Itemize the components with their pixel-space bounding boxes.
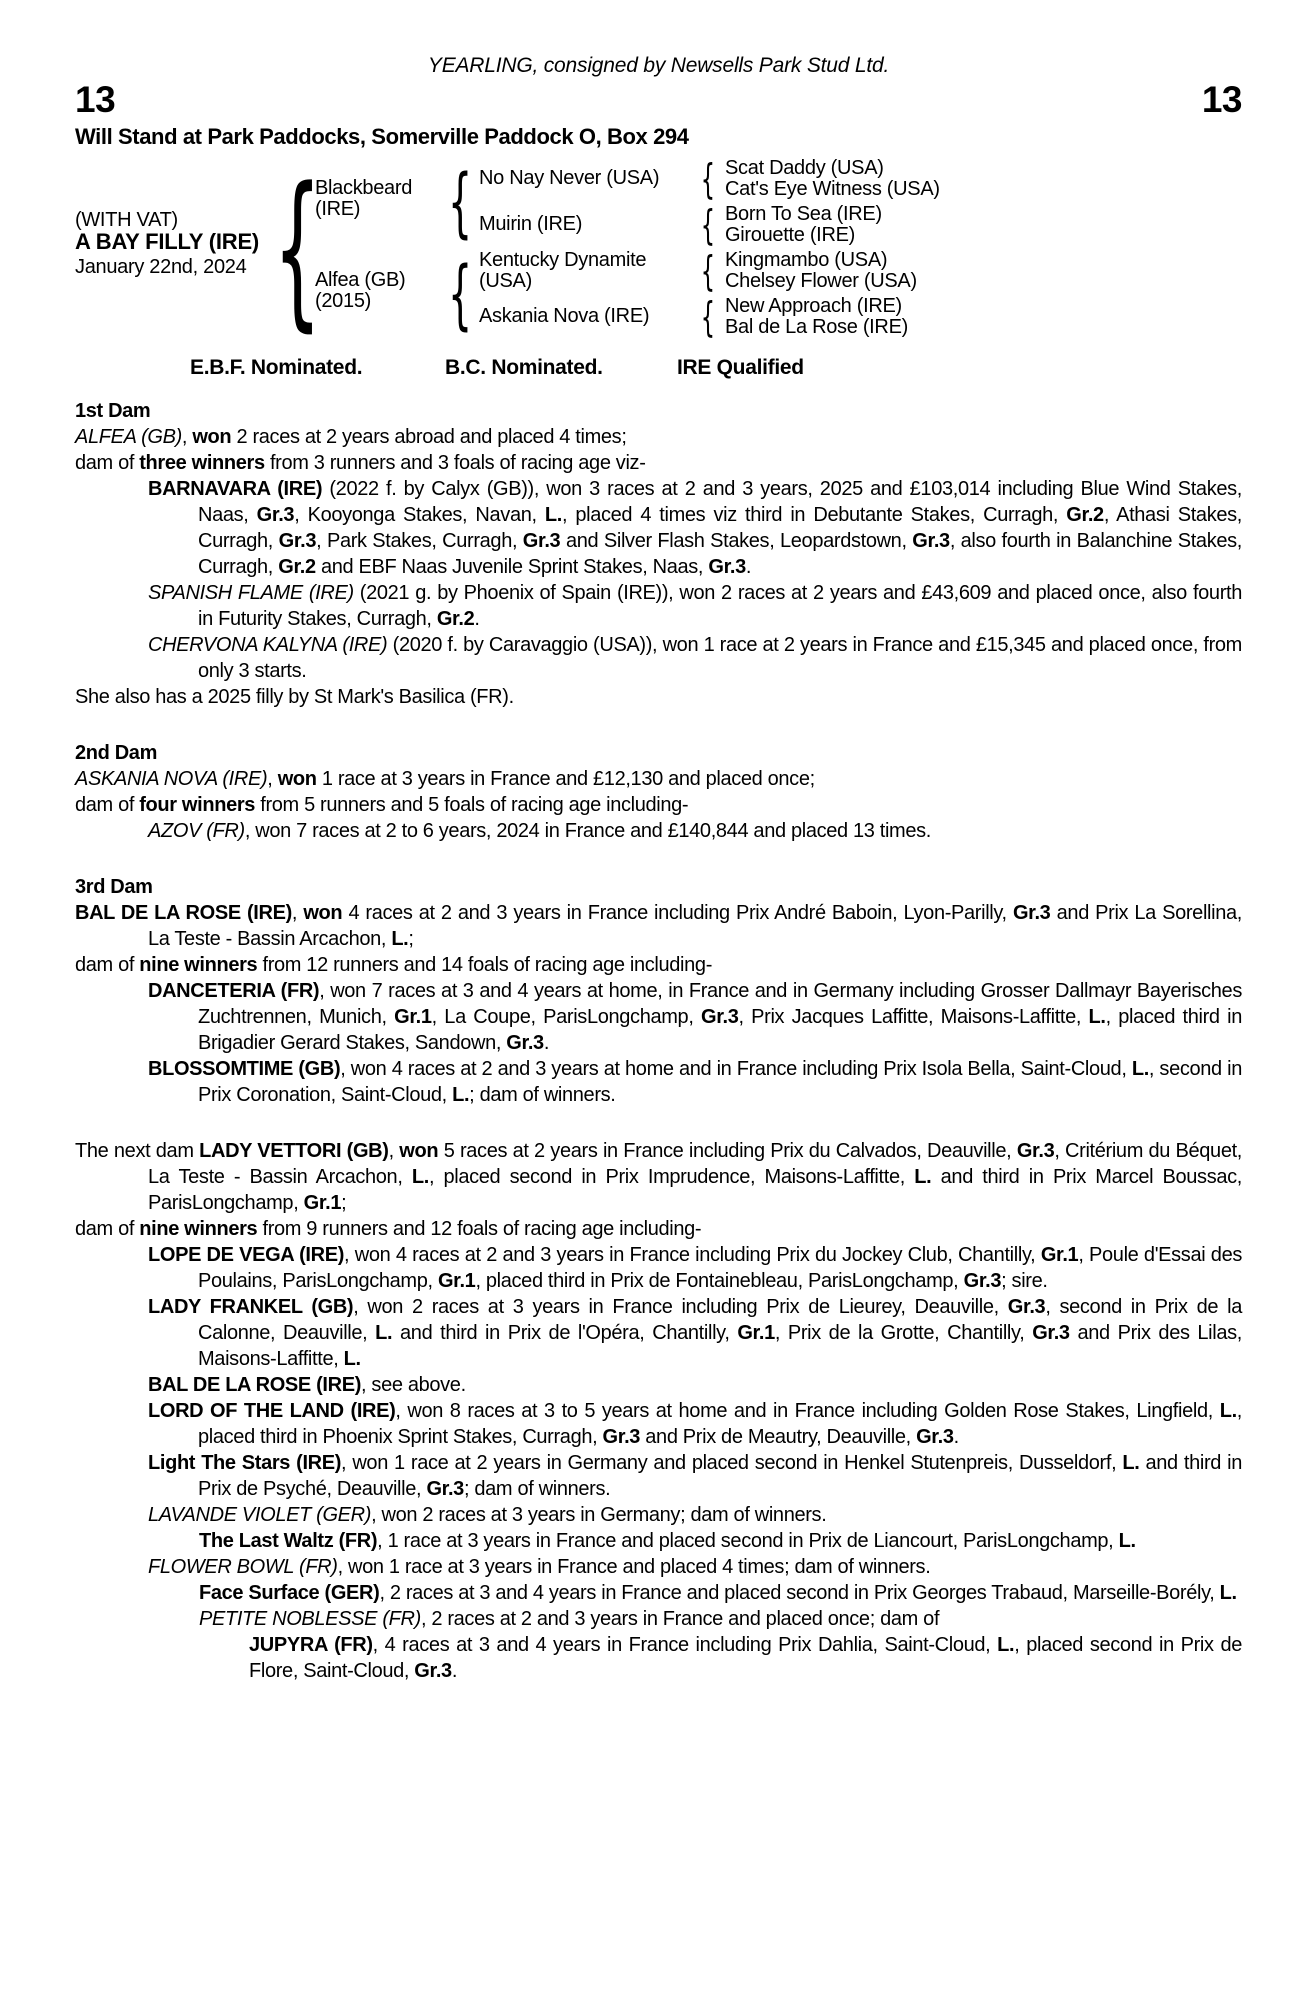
pedigree-paragraph: FLOWER BOWL (FR), won 1 race at 3 years in France and placed 4 times; dam of winners. (148, 1556, 931, 1578)
pedigree-paragraph: She also has a 2025 filly by St Mark's Basilica (FR). (75, 686, 514, 708)
pedigree-paragraph: DANCETERIA (FR), won 7 races at 3 and 4 years at home, in France and in Germany including Grosser Dallmayr Bayerisches Zuchtrennen, Munich, Gr.1, La Coupe, ParisLongchamp, Gr.3, Prix Jacques Laffitte, Maisons-Laffitte, L., placed third in Brigadier Gerard Stakes, Sandown, Gr.3. (148, 980, 1243, 1054)
dam-name: Alfea (GB) (2015) (315, 269, 406, 312)
stand-location-line: Will Stand at Park Paddocks, Somerville Paddock O, Box 294 (75, 124, 689, 149)
dam-dam-name: Askania Nova (IRE) (479, 305, 650, 327)
lot-number-left: 13 (75, 79, 116, 120)
pedigree-paragraph: LORD OF THE LAND (IRE), won 8 races at 3 to 5 years at home and in France including Golden Rose Stakes, Lingfield, L., placed third in Phoenix Sprint Stakes, Curragh, Gr.3 and Prix de Meautry, Deauville, Gr.3. (148, 1400, 1242, 1448)
ancestor-name: Chelsey Flower (USA) (725, 270, 917, 292)
pedigree-brace: { (700, 246, 716, 295)
pedigree-paragraph: The Last Waltz (FR), 1 race at 3 years in France and placed second in Prix de Liancourt, ParisLongchamp, L. (199, 1530, 1136, 1552)
sire-dam-name: Muirin (IRE) (479, 213, 583, 235)
sire-name: Blackbeard (IRE) (315, 177, 413, 220)
pedigree-paragraph: dam of nine winners from 12 runners and 14 foals of racing age including- (75, 954, 713, 976)
page-content (75, 54, 1242, 1684)
dam-section (75, 398, 1242, 710)
pedigree-paragraph: ALFEA (GB), won 2 races at 2 years abroad and placed 4 times; (75, 426, 627, 448)
pedigree-paragraph: CHERVONA KALYNA (IRE) (2020 f. by Caravaggio (USA)), won 1 race at 2 years in France and £15,345 and placed once, from only 3 starts. (148, 634, 1242, 682)
dam-section (75, 740, 1242, 844)
pedigree-paragraph: LADY FRANKEL (GB), won 2 races at 3 years in France including Prix de Lieurey, Deauville, Gr.3, second in Prix de la Calonne, Deauville, L. and third in Prix de l'Opéra, Chantilly, Gr.1, Prix de la Grotte, Chantilly, Gr.3 and Prix des Lilas, Maisons-Laffitte, L. (148, 1296, 1243, 1370)
section-heading: 2nd Dam (75, 742, 158, 764)
pedigree-brace: { (700, 292, 716, 341)
pedigree-paragraph: Light The Stars (IRE), won 1 race at 2 years in Germany and placed second in Henkel Stutenpreis, Dusseldorf, L. and third in Prix de Psyché, Deauville, Gr.3; dam of winners. (148, 1452, 1243, 1500)
pedigree-paragraph: ASKANIA NOVA (IRE), won 1 race at 3 years in France and £12,130 and placed once; (75, 768, 815, 790)
ancestor-name: Bal de La Rose (IRE) (725, 316, 908, 338)
foal-date: January 22nd, 2024 (75, 256, 247, 278)
lot-number-row (75, 78, 1242, 122)
bc-nominated-label: B.C. Nominated. (445, 356, 603, 379)
ancestor-name: Cat's Eye Witness (USA) (725, 178, 940, 200)
pedigree-paragraph: BAL DE LA ROSE (IRE), won 4 races at 2 and 3 years in France including Prix André Baboin, Lyon-Parilly, Gr.3 and Prix La Sorellina, La Teste - Bassin Arcachon, L.; (75, 902, 1242, 950)
pedigree-brace: { (447, 248, 473, 338)
pedigree-paragraph: The next dam LADY VETTORI (GB), won 5 races at 2 years in France including Prix du Calvados, Deauville, Gr.3, Critérium du Béquet, La Teste - Bassin Arcachon, L., placed second in Prix Imprudence, Maisons-Laffitte, L. and third in Prix Marcel Boussac, ParisLongchamp, Gr.1; (75, 1140, 1243, 1214)
pedigree-paragraph: PETITE NOBLESSE (FR), 2 races at 2 and 3 years in France and placed once; dam of (199, 1608, 940, 1630)
pedigree-paragraph: BLOSSOMTIME (GB), won 4 races at 2 and 3 years at home and in France including Prix Isola Bella, Saint-Cloud, L., second in Prix Coronation, Saint-Cloud, L.; dam of winners. (148, 1058, 1242, 1106)
pedigree-paragraph: dam of three winners from 3 runners and 3 foals of racing age viz- (75, 452, 646, 474)
pedigree-paragraph: LOPE DE VEGA (IRE), won 4 races at 2 and 3 years in France including Prix du Jockey Club, Chantilly, Gr.1, Poule d'Essai des Poulains, ParisLongchamp, Gr.1, placed third in Prix de Fontainebleau, ParisLongchamp, Gr.3; sire. (148, 1244, 1242, 1292)
nominations-row (75, 356, 1242, 384)
ire-qualified-label: IRE Qualified (677, 356, 804, 379)
vat-note: (WITH VAT) (75, 209, 178, 231)
section-heading: 1st Dam (75, 400, 151, 422)
pedigree-brace: { (447, 156, 473, 246)
dam-section (75, 1138, 1242, 1684)
pedigree-paragraph: LAVANDE VIOLET (GER), won 2 races at 3 years in Germany; dam of winners. (148, 1504, 827, 1526)
ancestor-name: New Approach (IRE) (725, 295, 902, 317)
pedigree-chart (75, 151, 1242, 348)
pedigree-brace: { (273, 151, 321, 347)
dam-section (75, 874, 1242, 1108)
pedigree-brace: { (700, 200, 716, 249)
pedigree-paragraph: dam of nine winners from 9 runners and 12 foals of racing age including- (75, 1218, 702, 1240)
section-heading: 3rd Dam (75, 876, 153, 898)
ebf-nominated-label: E.B.F. Nominated. (190, 356, 363, 379)
ancestor-name: Scat Daddy (USA) (725, 157, 884, 179)
pedigree-paragraph: SPANISH FLAME (IRE) (2021 g. by Phoenix of Spain (IRE)), won 2 races at 2 years and £43,609 and placed once, also fourth in Futurity Stakes, Curragh, Gr.2. (148, 582, 1242, 630)
pedigree-paragraph: BAL DE LA ROSE (IRE), see above. (148, 1374, 466, 1396)
pedigree-sections (75, 398, 1242, 1684)
pedigree-paragraph: Face Surface (GER), 2 races at 3 and 4 years in France and placed second in Prix Georges Trabaud, Marseille-Borély, L. (199, 1582, 1237, 1604)
sire-sire-name: No Nay Never (USA) (479, 167, 660, 189)
ancestor-name: Girouette (IRE) (725, 224, 855, 246)
pedigree-paragraph: dam of four winners from 5 runners and 5 foals of racing age including- (75, 794, 689, 816)
pedigree-paragraph: JUPYRA (FR), 4 races at 3 and 4 years in France including Prix Dahlia, Saint-Cloud, L., placed second in Prix de Flore, Saint-Cloud, Gr.3. (249, 1634, 1242, 1682)
lot-number-right: 13 (1201, 79, 1242, 120)
dam-sire-name: Kentucky Dynamite (USA) (479, 249, 647, 292)
subject-name: A BAY FILLY (IRE) (75, 229, 260, 254)
ancestor-name: Born To Sea (IRE) (725, 203, 882, 225)
pedigree-brace: { (700, 154, 716, 203)
pedigree-paragraph: AZOV (FR), won 7 races at 2 to 6 years, 2024 in France and £140,844 and placed 13 times. (148, 820, 931, 842)
ancestor-name: Kingmambo (USA) (725, 249, 888, 271)
consignor-line: YEARLING, consigned by Newsells Park Stud Ltd. (427, 54, 890, 77)
pedigree-paragraph: BARNAVARA (IRE) (2022 f. by Calyx (GB)), won 3 races at 2 and 3 years, 2025 and £103,014 including Blue Wind Stakes, Naas, Gr.3, Kooyonga Stakes, Navan, L., placed 4 times viz third in Debutante Stakes, Curragh, Gr.2, Athasi Stakes, Curragh, Gr.3, Park Stakes, Curragh, Gr.3 and Silver Flash Stakes, Leopardstown, Gr.3, also fourth in Balanchine Stakes, Curragh, Gr.2 and EBF Naas Juvenile Sprint Stakes, Naas, Gr.3. (148, 478, 1242, 578)
